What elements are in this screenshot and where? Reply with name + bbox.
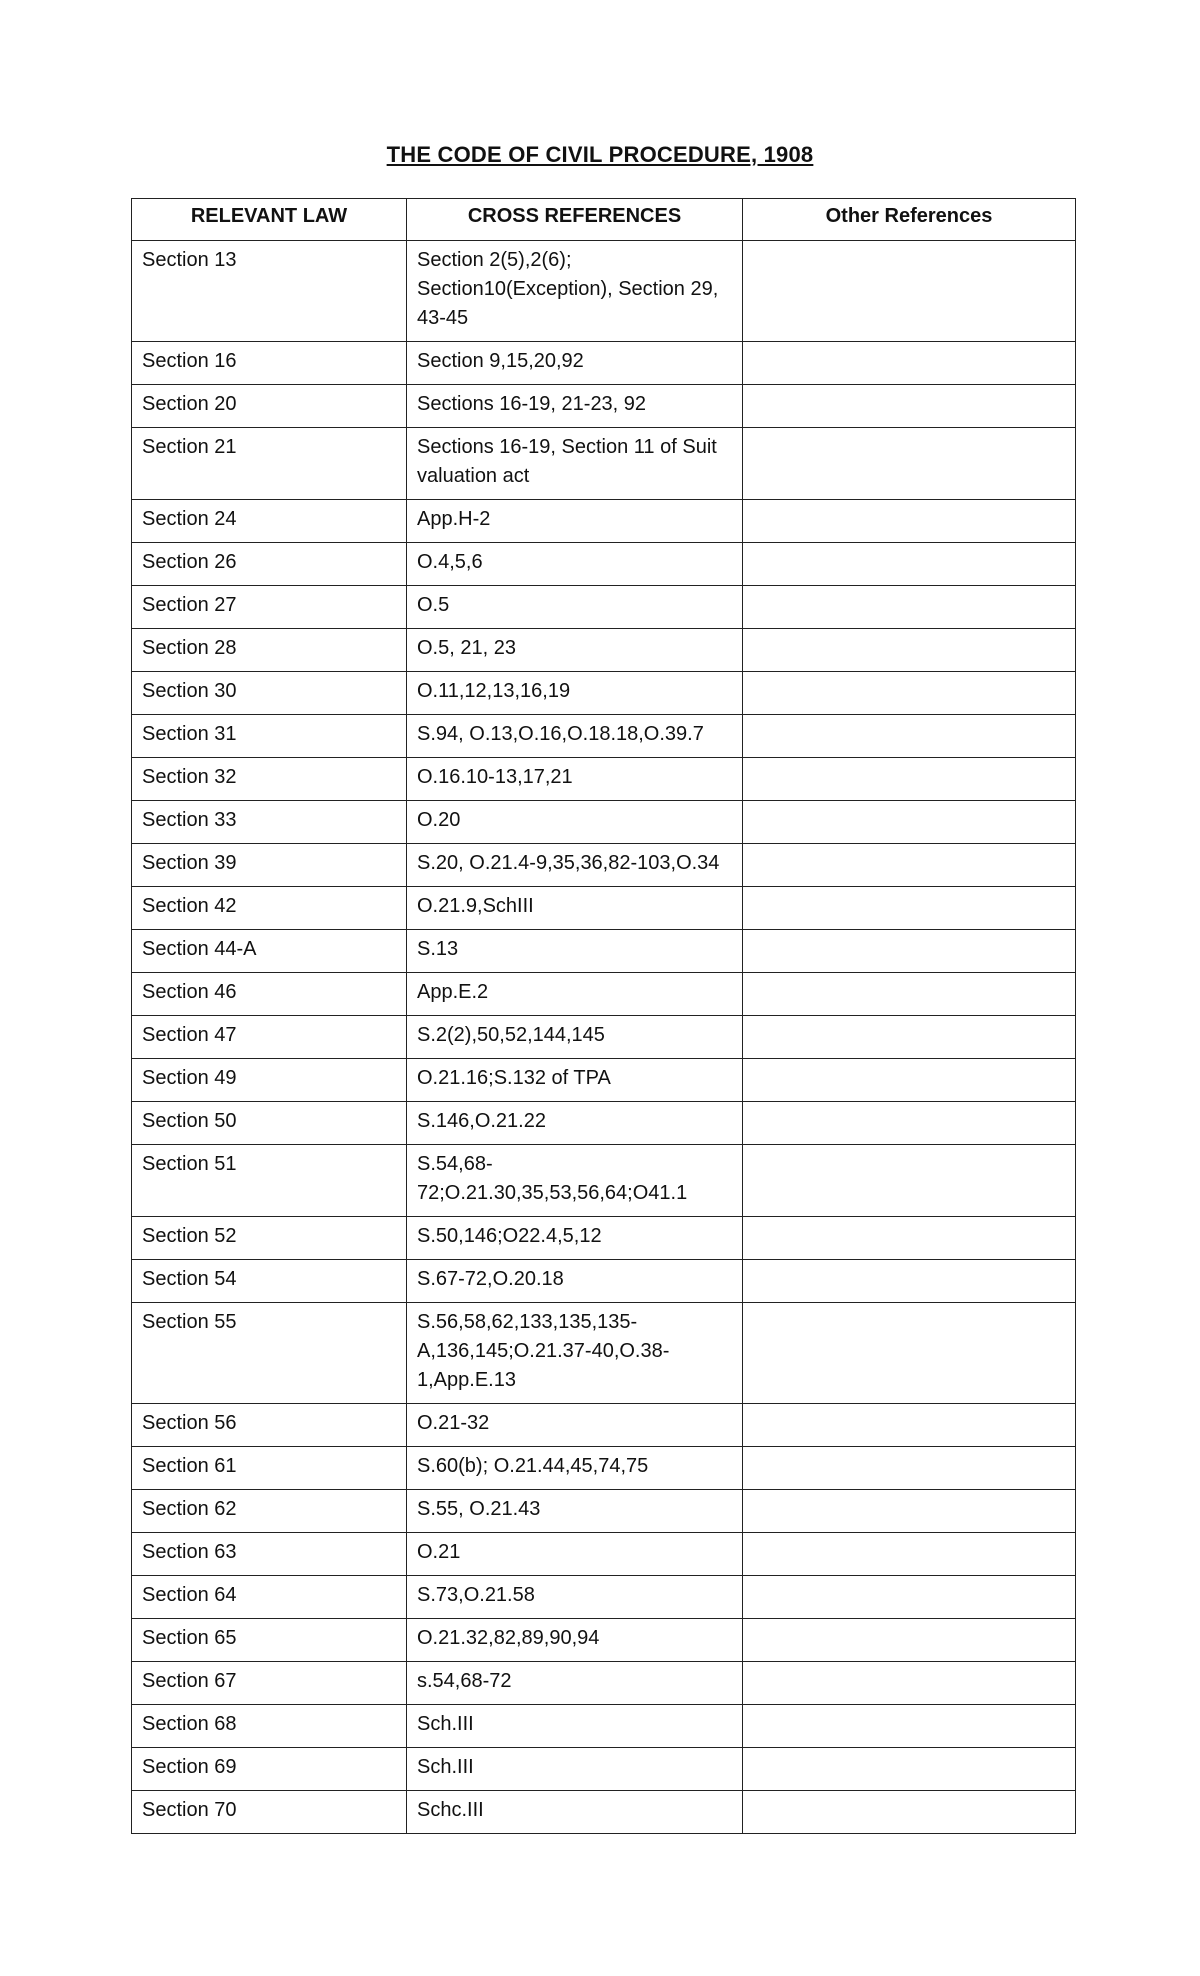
- cell-cross-references: S.2(2),50,52,144,145: [407, 1016, 743, 1059]
- cell-cross-references: Sch.III: [407, 1748, 743, 1791]
- cell-relevant-law: Section 31: [132, 715, 407, 758]
- table-row: [132, 1217, 1076, 1260]
- cell-other-references: [743, 844, 1076, 887]
- cell-other-references: [743, 973, 1076, 1016]
- table-row: [132, 930, 1076, 973]
- cell-cross-references: O.21-32: [407, 1404, 743, 1447]
- cell-relevant-law: Section 26: [132, 543, 407, 586]
- cell-relevant-law: Section 24: [132, 500, 407, 543]
- table-row: [132, 801, 1076, 844]
- cell-cross-references: Schc.III: [407, 1791, 743, 1834]
- table-row: [132, 973, 1076, 1016]
- table-row: [132, 1576, 1076, 1619]
- cell-other-references: [743, 1059, 1076, 1102]
- table-row: [132, 1303, 1076, 1404]
- table-body: [132, 241, 1076, 1834]
- table-row: [132, 1490, 1076, 1533]
- table-row: [132, 1748, 1076, 1791]
- cell-cross-references: O.16.10-13,17,21: [407, 758, 743, 801]
- cell-relevant-law: Section 67: [132, 1662, 407, 1705]
- cell-other-references: [743, 1619, 1076, 1662]
- cell-other-references: [743, 672, 1076, 715]
- cell-other-references: [743, 1533, 1076, 1576]
- table-row: [132, 342, 1076, 385]
- cell-relevant-law: Section 39: [132, 844, 407, 887]
- table-row: [132, 1533, 1076, 1576]
- table-row: [132, 1016, 1076, 1059]
- cell-other-references: [743, 887, 1076, 930]
- table-row: [132, 543, 1076, 586]
- cell-cross-references: S.60(b); O.21.44,45,74,75: [407, 1447, 743, 1490]
- cell-cross-references: Sections 16-19, Section 11 of Suit valuation act: [407, 428, 743, 500]
- table-row: [132, 1102, 1076, 1145]
- cell-relevant-law: Section 28: [132, 629, 407, 672]
- cell-relevant-law: Section 69: [132, 1748, 407, 1791]
- cell-cross-references: S.94, O.13,O.16,O.18.18,O.39.7: [407, 715, 743, 758]
- cell-cross-references: Sch.III: [407, 1705, 743, 1748]
- cell-other-references: [743, 500, 1076, 543]
- cell-other-references: [743, 801, 1076, 844]
- cell-relevant-law: Section 55: [132, 1303, 407, 1404]
- cell-cross-references: O.5, 21, 23: [407, 629, 743, 672]
- cell-relevant-law: Section 30: [132, 672, 407, 715]
- table-row: [132, 1145, 1076, 1217]
- cell-relevant-law: Section 33: [132, 801, 407, 844]
- cell-relevant-law: Section 63: [132, 1533, 407, 1576]
- cell-relevant-law: Section 47: [132, 1016, 407, 1059]
- cell-cross-references: O.5: [407, 586, 743, 629]
- cell-relevant-law: Section 64: [132, 1576, 407, 1619]
- cell-cross-references: S.56,58,62,133,135,135-A,136,145;O.21.37-40,O.38-1,App.E.13: [407, 1303, 743, 1404]
- cell-relevant-law: Section 42: [132, 887, 407, 930]
- header-other-references: Other References: [743, 199, 1076, 241]
- cell-cross-references: S.50,146;O22.4,5,12: [407, 1217, 743, 1260]
- header-relevant-law: RELEVANT LAW: [132, 199, 407, 241]
- cell-other-references: [743, 1102, 1076, 1145]
- cell-cross-references: O.21.9,SchIII: [407, 887, 743, 930]
- cross-reference-table: [131, 198, 1076, 1834]
- cell-other-references: [743, 1447, 1076, 1490]
- table-row: [132, 1662, 1076, 1705]
- cell-relevant-law: Section 52: [132, 1217, 407, 1260]
- table-row: [132, 1447, 1076, 1490]
- table-header-row: [132, 199, 1076, 241]
- cell-cross-references: Section 2(5),2(6); Section10(Exception), Section 29, 43-45: [407, 241, 743, 342]
- cell-cross-references: S.13: [407, 930, 743, 973]
- table-row: [132, 715, 1076, 758]
- cell-relevant-law: Section 46: [132, 973, 407, 1016]
- table-row: [132, 629, 1076, 672]
- cell-other-references: [743, 543, 1076, 586]
- cell-cross-references: S.55, O.21.43: [407, 1490, 743, 1533]
- cell-relevant-law: Section 54: [132, 1260, 407, 1303]
- cell-other-references: [743, 1260, 1076, 1303]
- cell-relevant-law: Section 44-A: [132, 930, 407, 973]
- cell-relevant-law: Section 50: [132, 1102, 407, 1145]
- table-row: [132, 1705, 1076, 1748]
- cell-cross-references: App.E.2: [407, 973, 743, 1016]
- cell-cross-references: S.73,O.21.58: [407, 1576, 743, 1619]
- cell-other-references: [743, 428, 1076, 500]
- cell-other-references: [743, 1662, 1076, 1705]
- table-row: [132, 1059, 1076, 1102]
- cell-other-references: [743, 385, 1076, 428]
- cell-cross-references: O.20: [407, 801, 743, 844]
- header-cross-references: CROSS REFERENCES: [407, 199, 743, 241]
- cell-other-references: [743, 1217, 1076, 1260]
- table-row: [132, 500, 1076, 543]
- cell-cross-references: S.67-72,O.20.18: [407, 1260, 743, 1303]
- cell-cross-references: Section 9,15,20,92: [407, 342, 743, 385]
- cell-other-references: [743, 342, 1076, 385]
- cell-relevant-law: Section 32: [132, 758, 407, 801]
- table-row: [132, 385, 1076, 428]
- cell-other-references: [743, 1705, 1076, 1748]
- cell-other-references: [743, 1748, 1076, 1791]
- cell-relevant-law: Section 51: [132, 1145, 407, 1217]
- cell-cross-references: S.20, O.21.4-9,35,36,82-103,O.34: [407, 844, 743, 887]
- cell-other-references: [743, 1016, 1076, 1059]
- cell-cross-references: O.21: [407, 1533, 743, 1576]
- table-row: [132, 1404, 1076, 1447]
- table-row: [132, 241, 1076, 342]
- table-row: [132, 1619, 1076, 1662]
- table-row: [132, 428, 1076, 500]
- cell-other-references: [743, 1303, 1076, 1404]
- cell-relevant-law: Section 49: [132, 1059, 407, 1102]
- cell-cross-references: O.4,5,6: [407, 543, 743, 586]
- cell-relevant-law: Section 61: [132, 1447, 407, 1490]
- cell-relevant-law: Section 27: [132, 586, 407, 629]
- document-title: THE CODE OF CIVIL PROCEDURE, 1908: [386, 142, 814, 167]
- cell-other-references: [743, 1404, 1076, 1447]
- cell-other-references: [743, 758, 1076, 801]
- cell-other-references: [743, 241, 1076, 342]
- cell-other-references: [743, 715, 1076, 758]
- cell-other-references: [743, 629, 1076, 672]
- cell-relevant-law: Section 13: [132, 241, 407, 342]
- cell-relevant-law: Section 21: [132, 428, 407, 500]
- cell-relevant-law: Section 68: [132, 1705, 407, 1748]
- cell-cross-references: O.11,12,13,16,19: [407, 672, 743, 715]
- cell-other-references: [743, 1145, 1076, 1217]
- cell-relevant-law: Section 56: [132, 1404, 407, 1447]
- cell-relevant-law: Section 65: [132, 1619, 407, 1662]
- table-row: [132, 758, 1076, 801]
- table-row: [132, 672, 1076, 715]
- cell-cross-references: s.54,68-72: [407, 1662, 743, 1705]
- cell-cross-references: O.21.32,82,89,90,94: [407, 1619, 743, 1662]
- cell-other-references: [743, 586, 1076, 629]
- cell-relevant-law: Section 16: [132, 342, 407, 385]
- table-row: [132, 1260, 1076, 1303]
- cell-other-references: [743, 1490, 1076, 1533]
- cell-cross-references: Sections 16-19, 21-23, 92: [407, 385, 743, 428]
- cell-relevant-law: Section 62: [132, 1490, 407, 1533]
- cell-relevant-law: Section 70: [132, 1791, 407, 1834]
- cell-cross-references: O.21.16;S.132 of TPA: [407, 1059, 743, 1102]
- cell-cross-references: S.54,68-72;O.21.30,35,53,56,64;O41.1: [407, 1145, 743, 1217]
- cell-other-references: [743, 1791, 1076, 1834]
- cell-other-references: [743, 930, 1076, 973]
- table-row: [132, 586, 1076, 629]
- table-row: [132, 887, 1076, 930]
- table-row: [132, 1791, 1076, 1834]
- cell-other-references: [743, 1576, 1076, 1619]
- cell-cross-references: App.H-2: [407, 500, 743, 543]
- table-row: [132, 844, 1076, 887]
- cell-cross-references: S.146,O.21.22: [407, 1102, 743, 1145]
- cell-relevant-law: Section 20: [132, 385, 407, 428]
